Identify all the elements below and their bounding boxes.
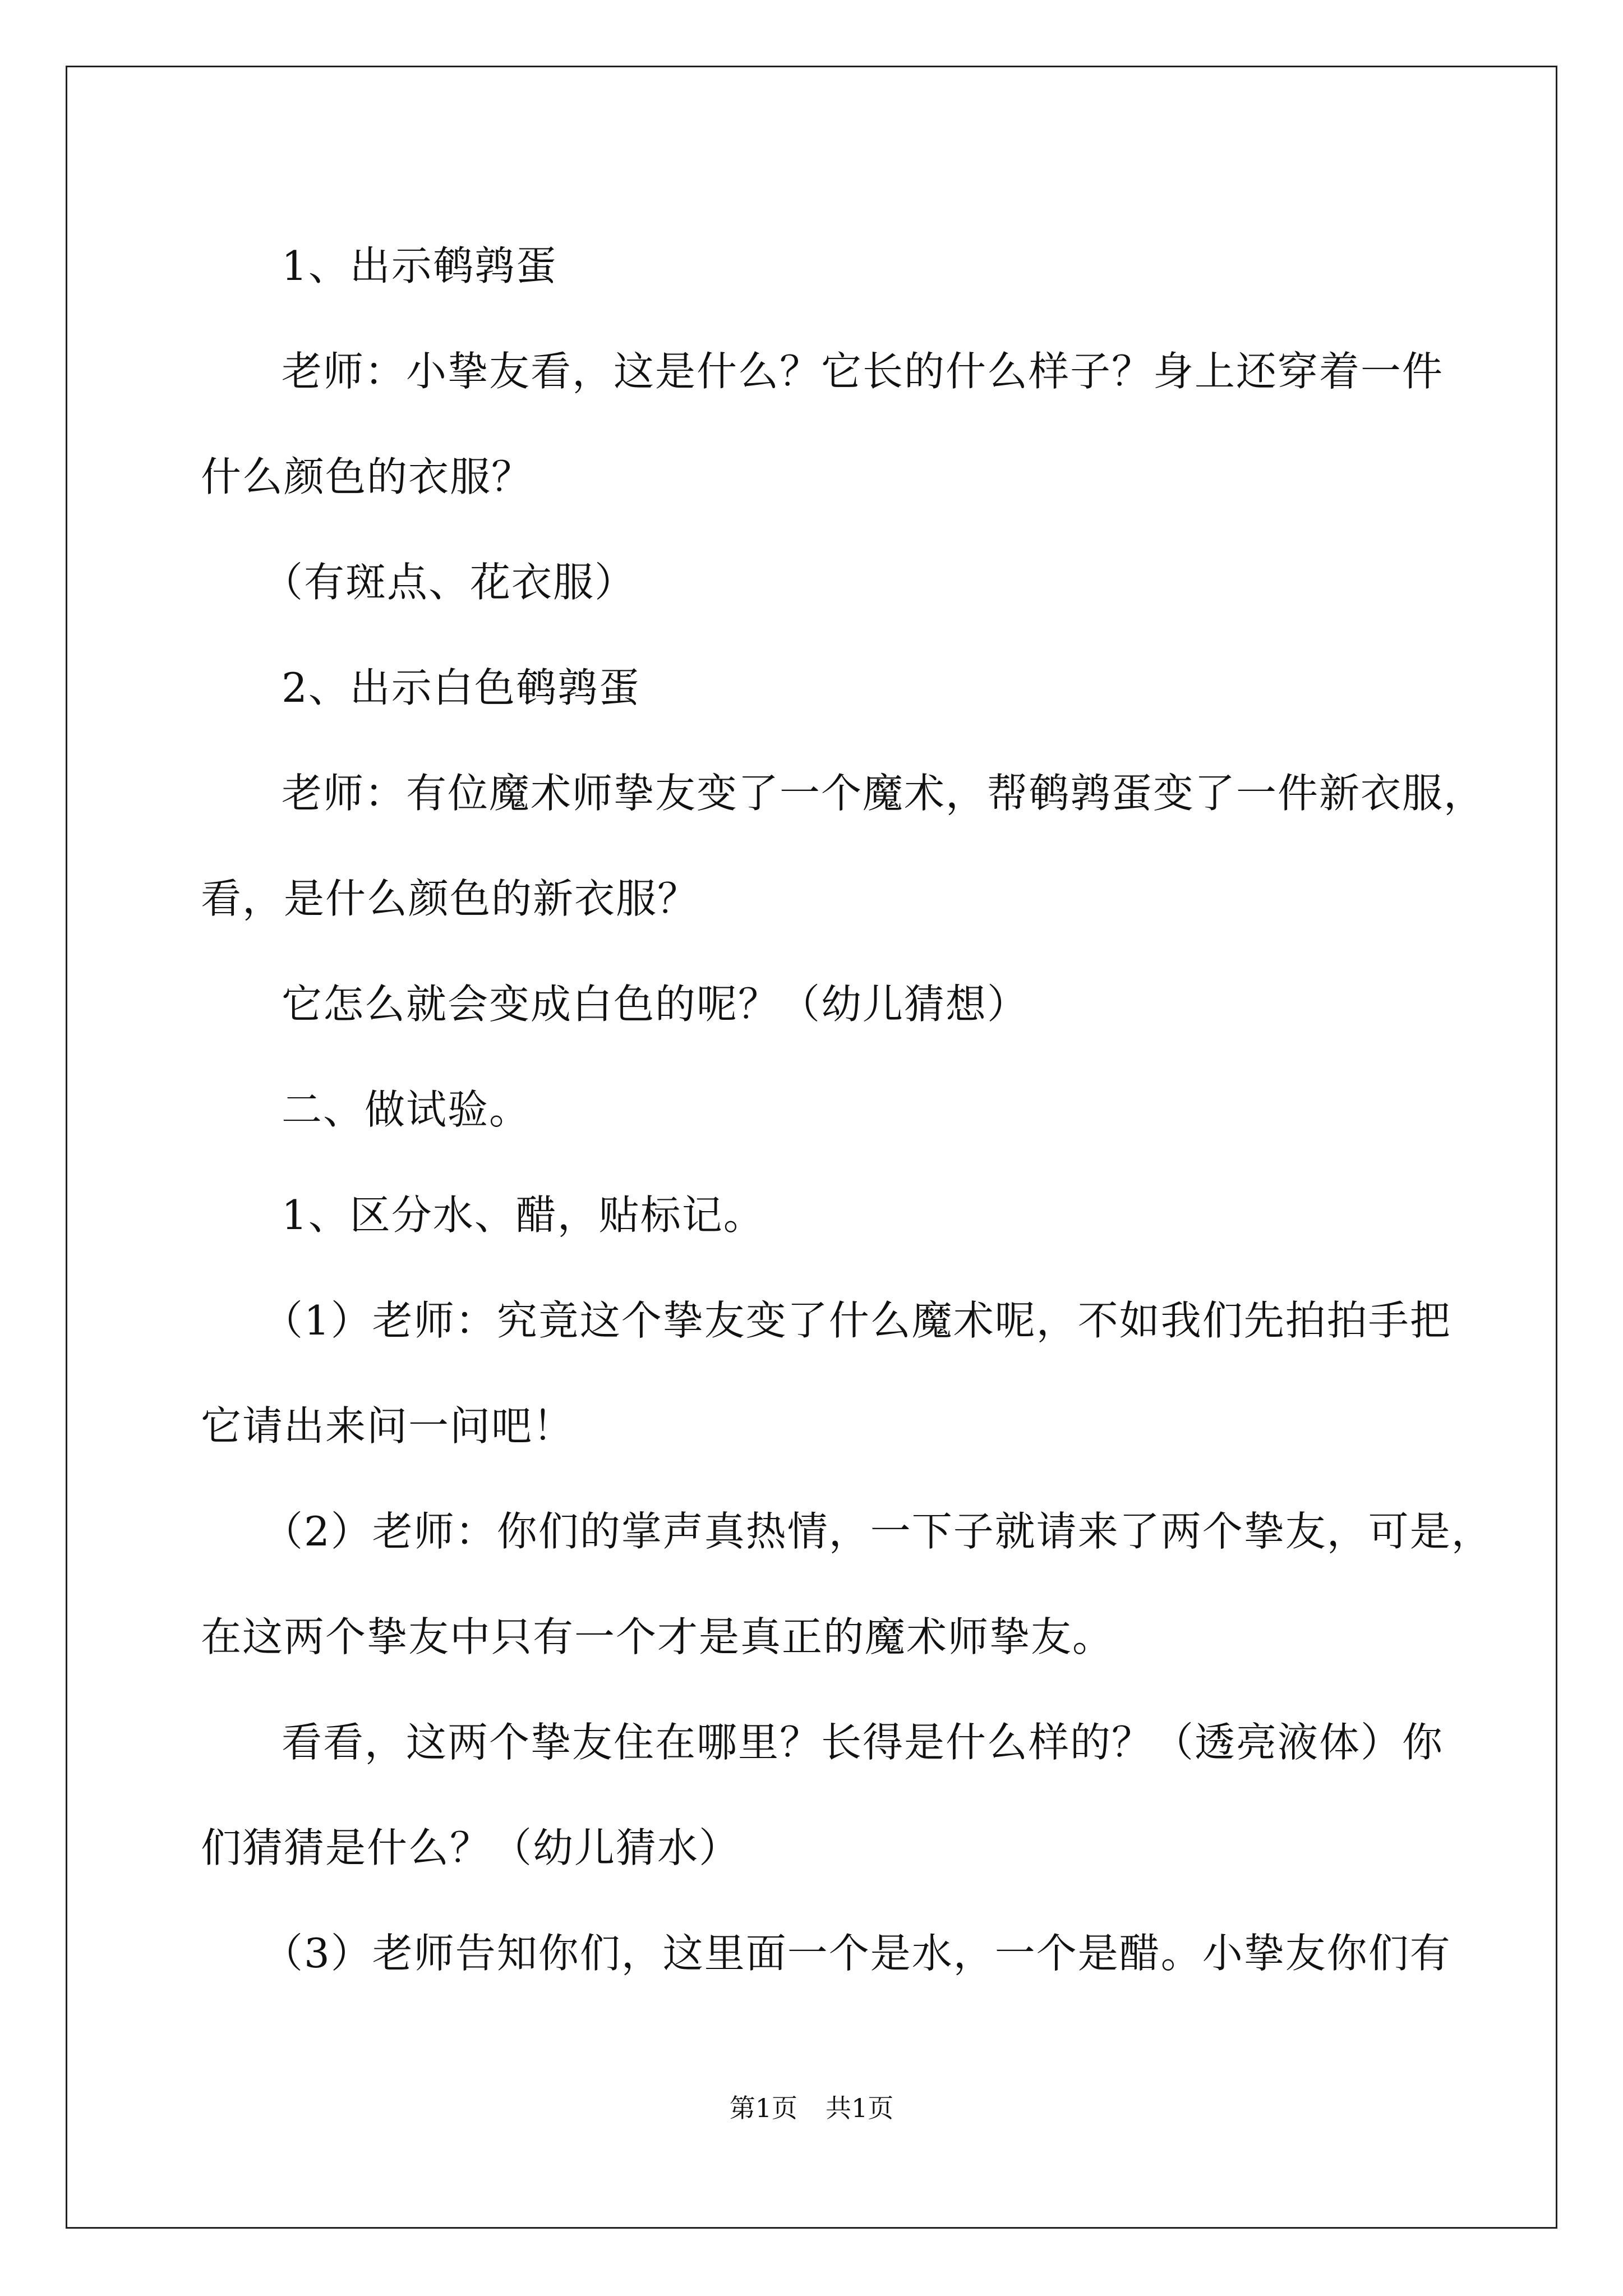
- paragraph: （2）老师：你们的掌声真热情，一下子就请来了两个挚友，可是，: [262, 1508, 1493, 1555]
- page-number: 第1页: [729, 2093, 797, 2123]
- paragraph: 2、出示白色鹌鹑蛋: [282, 664, 640, 711]
- paragraph: （3）老师告知你们，这里面一个是水，一个是醋。小挚友你们有: [262, 1930, 1451, 1977]
- paragraph: 老师：小挚友看，这是什么？它长的什么样子？身上还穿着一件: [282, 348, 1444, 395]
- paragraph: 什么颜色的衣服？: [201, 453, 533, 500]
- page-total: 共1页: [826, 2093, 894, 2123]
- paragraph: （1）老师：究竟这个挚友变了什么魔术呢，不如我们先拍拍手把: [262, 1297, 1451, 1344]
- paragraph: （有斑点、花衣服）: [262, 559, 637, 606]
- page-footer: [0, 2091, 1623, 2125]
- paragraph: 二、做试验。: [282, 1086, 531, 1133]
- document-body: [201, 213, 1493, 2006]
- paragraph: 看，是什么颜色的新衣服？: [201, 875, 699, 922]
- paragraph: 老师：有位魔术师挚友变了一个魔术，帮鹌鹑蛋变了一件新衣服，: [282, 770, 1486, 817]
- paragraph: 它怎么就会变成白色的呢？（幼儿猜想）: [282, 981, 1029, 1028]
- paragraph: 1、区分水、醋，贴标记。: [282, 1191, 765, 1239]
- paragraph: 在这两个挚友中只有一个才是真正的魔术师挚友。: [201, 1613, 1114, 1660]
- paragraph: 们猜猜是什么？（幼儿猜水）: [201, 1824, 741, 1871]
- paragraph: 1、出示鹌鹑蛋: [282, 242, 557, 289]
- paragraph: 它请出来问一问吧！: [201, 1402, 575, 1450]
- paragraph: 看看，这两个挚友住在哪里？长得是什么样的？（透亮液体）你: [282, 1719, 1444, 1766]
